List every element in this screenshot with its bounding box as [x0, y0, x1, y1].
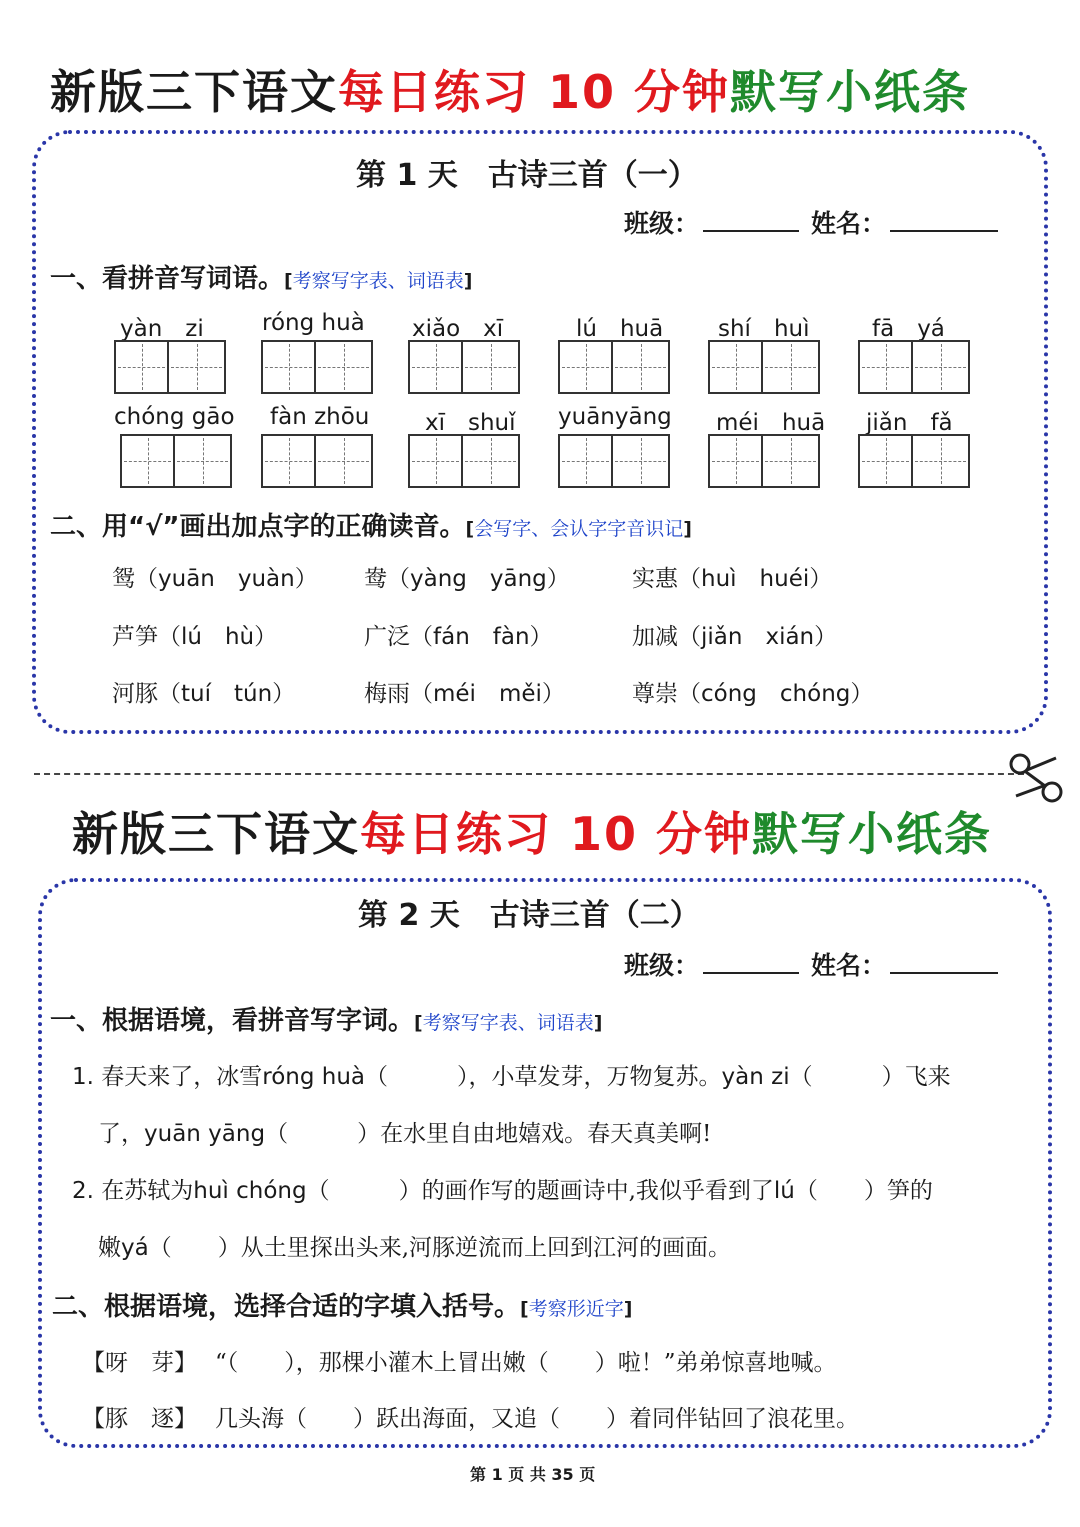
heading-part-3: 默写小纸条: [752, 807, 993, 861]
class-blank[interactable]: [703, 952, 799, 974]
context-sentence[interactable]: 嫩yá（ ）从土里探出头来,河豚逆流而上回到江河的画面。: [98, 1235, 732, 1261]
fill-item[interactable]: 【呀 芽】 “（ ），那棵小灌木上冒出嫩（ ）啦！”弟弟惊喜地喊。: [82, 1350, 837, 1376]
day2-section2-title: [52, 1286, 632, 1323]
section-tag: [考察写字表、词语表]: [414, 1012, 603, 1034]
context-sentence[interactable]: 2. 在苏轼为huì chóng（ ）的画作写的题画诗中,我似乎看到了lú（ ）笋的: [72, 1178, 933, 1204]
heading-part-1: 新版三下语文: [50, 65, 338, 119]
writing-grid[interactable]: [708, 434, 822, 490]
context-sentence[interactable]: 了，yuān yāng（ ）在水里自由地嬉戏。春天真美啊!: [98, 1121, 712, 1147]
writing-grid[interactable]: [114, 340, 228, 396]
section-label: 二、用“√”画出加点字的正确读音。: [50, 512, 466, 542]
writing-grid[interactable]: [120, 434, 234, 490]
cut-line: [34, 773, 1024, 775]
day1-section2-title: [50, 506, 692, 543]
day2-title: 第 2 天 古诗三首（二）: [358, 898, 700, 933]
context-sentence[interactable]: 1. 春天来了，冰雪róng huà（ ），小草发芽，万物复苏。yàn zi（ ）飞来: [72, 1064, 951, 1090]
pinyin-label: yuānyāng: [558, 404, 672, 430]
pinyin-label: shí huì: [718, 316, 810, 342]
reading-choice[interactable]: 尊崇（cóng chóng）: [632, 681, 874, 707]
reading-choice[interactable]: 芦笋（lú hù）: [112, 624, 278, 650]
reading-choice[interactable]: 广泛（fán fàn）: [364, 624, 553, 650]
pinyin-label: méi huā: [716, 410, 826, 436]
scissors-icon: [1008, 752, 1064, 804]
section-tag: [考察形近字]: [520, 1298, 633, 1320]
name-label: 姓名：: [811, 951, 887, 980]
pinyin-label: lú huā: [576, 316, 664, 342]
day1-fields: [624, 204, 998, 240]
reading-choice[interactable]: 鸳（yuān yuàn）: [112, 566, 318, 592]
fill-item[interactable]: 【豚 逐】 几头海（ ）跃出海面，又追（ ）着同伴钻回了浪花里。: [82, 1406, 859, 1432]
pinyin-label: jiǎn fǎ: [866, 410, 953, 436]
writing-grid[interactable]: [558, 434, 672, 490]
writing-grid[interactable]: [858, 434, 972, 490]
writing-grid[interactable]: [261, 434, 375, 490]
pinyin-label: xiǎo xī: [412, 316, 504, 342]
writing-grid[interactable]: [261, 340, 375, 396]
section-tag: [考察写字表、词语表]: [284, 270, 473, 292]
class-blank[interactable]: [703, 210, 799, 232]
writing-grid[interactable]: [408, 340, 522, 396]
class-label: 班级：: [624, 209, 700, 238]
name-blank[interactable]: [890, 210, 998, 232]
section-label: 一、根据语境，看拼音写字词。: [50, 1006, 415, 1036]
writing-grid[interactable]: [408, 434, 522, 490]
class-label: 班级：: [624, 951, 700, 980]
heading-part-3: 默写小纸条: [730, 65, 971, 119]
writing-grid[interactable]: [558, 340, 672, 396]
reading-choice[interactable]: 梅雨（méi měi）: [364, 681, 565, 707]
heading-part-2: 每日练习 10 分钟: [360, 807, 753, 861]
reading-choice[interactable]: 加减（jiǎn xián）: [632, 624, 838, 650]
heading-part-1: 新版三下语文: [72, 807, 360, 861]
day2-fields: [624, 946, 998, 982]
section-tag: [会写字、会认字字音识记]: [465, 518, 692, 540]
pinyin-label: fàn zhōu: [270, 404, 370, 430]
pinyin-label: yàn zi: [120, 316, 204, 342]
section-label: 一、看拼音写词语。: [50, 264, 285, 294]
reading-choice[interactable]: 鸯（yàng yāng）: [364, 566, 570, 592]
reading-choice[interactable]: 实惠（huì huéi）: [632, 566, 833, 592]
name-label: 姓名：: [811, 209, 887, 238]
writing-grid[interactable]: [858, 340, 972, 396]
day1-title: 第 1 天 古诗三首（一）: [356, 158, 698, 193]
name-blank[interactable]: [890, 952, 998, 974]
pinyin-label: róng huà: [262, 310, 365, 336]
section-label: 二、根据语境，选择合适的字填入括号。: [52, 1292, 521, 1322]
day2-section1-title: [50, 1000, 602, 1037]
page-heading-1: [50, 56, 970, 122]
pinyin-label: fā yá: [872, 316, 945, 342]
writing-grid[interactable]: [708, 340, 822, 396]
heading-part-2: 每日练习 10 分钟: [338, 65, 731, 119]
page-heading-2: [72, 798, 992, 864]
reading-choice[interactable]: 河豚（tuí tún）: [112, 681, 296, 707]
pinyin-label: chóng gāo: [114, 404, 235, 430]
day1-section1-title: [50, 258, 472, 295]
page-footer: 第 1 页 共 35 页: [470, 1465, 596, 1484]
pinyin-label: xī shuǐ: [425, 410, 516, 436]
